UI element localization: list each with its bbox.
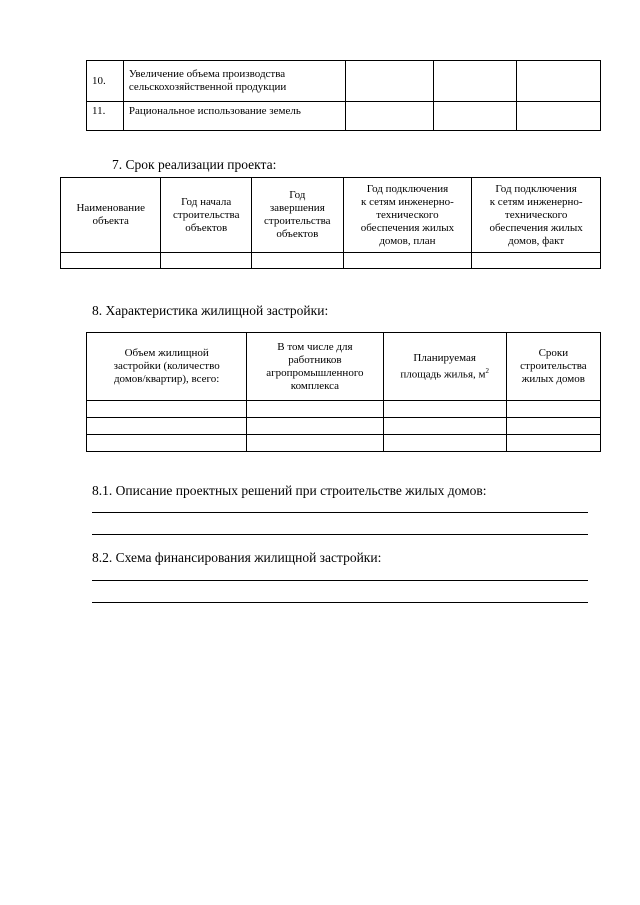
header-cell-agro-workers: В том числе для работников агропромышленного комплекса [247,333,383,401]
empty-cell [506,401,600,418]
header-cell-connection-plan: Год подключения к сетям инженерно- технического обеспечения жилых домов, план [343,178,472,253]
housing-table [86,332,601,452]
table-row [87,61,601,102]
header-cell-connection-fact: Год подключения к сетям инженерно- технического обеспечения жилых домов, факт [472,178,601,253]
empty-cell [434,61,516,102]
empty-cell [516,102,600,131]
empty-cell [472,253,601,269]
table-row [87,401,601,418]
table-row [61,253,601,269]
empty-cell [343,253,472,269]
header-cell-planned-area: Планируемая площадь жилья, $м^2$ [383,333,506,401]
section-8-heading: 8. Характеристика жилищной застройки: [92,303,329,318]
table-row [87,435,601,452]
empty-cell [383,435,506,452]
empty-cell [345,102,433,131]
text-line: Увеличение объема производства [128,68,286,80]
row-text [123,102,345,131]
empty-cell [87,401,247,418]
text-line: сельскохозяйственной продукции [128,81,287,93]
fill-in-line[interactable] [92,512,588,513]
table-row [87,418,601,435]
empty-cell [506,418,600,435]
empty-cell [516,61,600,102]
header-cell-construction-terms: Сроки строительства жилых домов [506,333,600,401]
empty-cell [161,253,252,269]
table-header-row [61,178,601,253]
measures-table [86,60,601,131]
empty-cell [61,253,161,269]
text-line: Рациональное использование земель [128,105,301,117]
empty-cell [87,418,247,435]
empty-cell [383,401,506,418]
row-text [123,61,345,102]
header-cell-end-year: Год завершения строительства объектов [252,178,344,253]
header-cell-housing-volume: Объем жилищной застройки (количество домов/квартир), всего: [87,333,247,401]
project-timeline-table [60,177,601,269]
section-7-heading: 7. Срок реализации проекта: [112,157,277,172]
header-cell-start-year: Год начала строительства объектов [161,178,252,253]
empty-cell [383,418,506,435]
empty-cell [506,435,600,452]
empty-cell [247,418,383,435]
fill-in-line[interactable] [92,534,588,535]
row-number: 11. [87,102,124,131]
fill-in-line[interactable] [92,602,588,603]
empty-cell [247,401,383,418]
header-cell-object-name: Наименование объекта [61,178,161,253]
empty-cell [434,102,516,131]
row-number: 10. [87,61,124,102]
section-8-1-heading: 8.1. Описание проектных решений при строительстве жилых домов: [92,483,487,498]
empty-cell [247,435,383,452]
fill-in-line[interactable] [92,580,588,581]
empty-cell [345,61,433,102]
table-row [87,102,601,131]
empty-cell [252,253,344,269]
section-8-2-heading: 8.2. Схема финансирования жилищной застройки: [92,550,382,565]
table-header-row [87,333,601,401]
empty-cell [87,435,247,452]
